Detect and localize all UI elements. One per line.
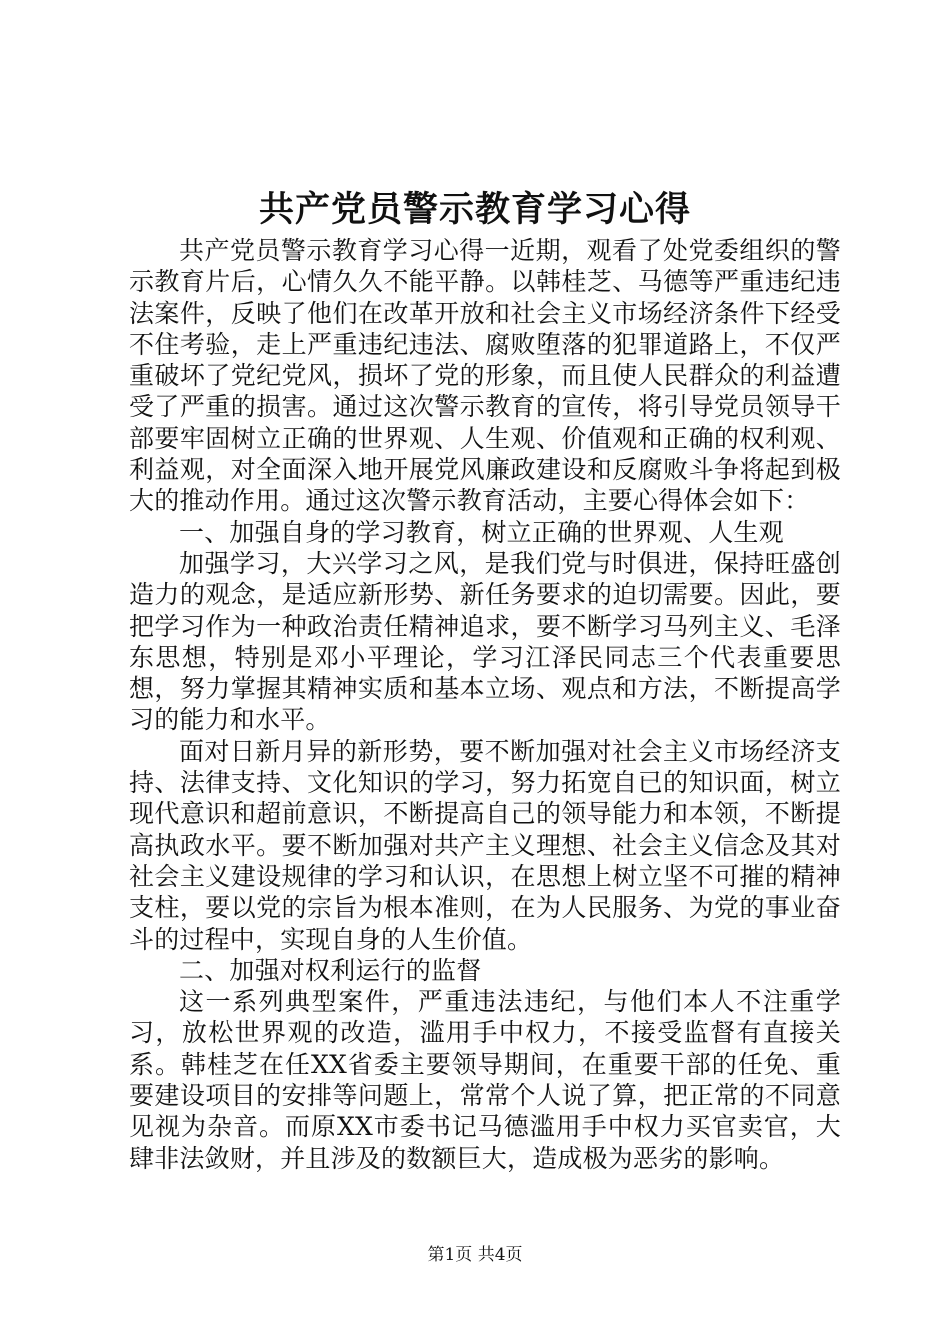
- paragraph-cases: 这一系列典型案件，严重违法违纪，与他们本人不注重学习，放松世界观的改造，滥用手中权力，不接受监督有直接关系。韩桂芝在任XX省委主要领导期间，在重要干部的任免、重要建设项目的安排等问题上，常常个人说了算，把正常的不同意见视为杂音。而原XX市委书记马德滥用手中权力买官卖官，大肆非法敛财，并且涉及的数额巨大，造成极为恶劣的影响。: [129, 987, 841, 1173]
- paragraph-study: 加强学习，大兴学习之风，是我们党与时俱进，保持旺盛创造力的观念，是适应新形势、新任务要求的迫切需要。因此，要把学习作为一种政治责任精神追求，要不断学习马列主义、毛泽东思想，特别是邓小平理论，学习江泽民同志三个代表重要思想，努力掌握其精神实质和基本立场、观点和方法，不断提高学习的能力和水平。: [129, 548, 841, 735]
- paragraph-new-situation: 面对日新月异的新形势，要不断加强对社会主义市场经济支持、法律支持、文化知识的学习，努力拓宽自已的知识面，树立现代意识和超前意识，不断提高自己的领导能力和本领，不断提高执政水平。要不断加强对共产主义理想、社会主义信念及其对社会主义建设规律的学习和认识，在思想上树立坚不可摧的精神支柱，要以党的宗旨为根本准则，在为人民服务、为党的事业奋斗的过程中，实现自身的人生价值。: [129, 736, 841, 954]
- document-title: 共产党员警示教育学习心得: [258, 189, 691, 230]
- document-body: [129, 235, 841, 1174]
- paragraph-intro: 共产党员警示教育学习心得一近期，观看了处党委组织的警示教育片后，心情久久不能平静。以韩桂芝、马德等严重违纪违法案件，反映了他们在改革开放和社会主义市场经济条件下经受不住考验，走上严重违纪违法、腐败堕落的犯罪道路上，不仅严重破坏了党纪党风，损坏了党的形象，而且使人民群众的利益遭受了严重的损害。通过这次警示教育的宣传，将引导党员领导干部要牢固树立正确的世界观、人生观、价值观和正确的权利观、利益观，对全面深入地开展党风廉政建设和反腐败斗争将起到极大的推动作用。通过这次警示教育活动，主要心得体会如下：: [129, 236, 841, 516]
- section-heading-2: 二、加强对权利运行的监督: [179, 955, 482, 985]
- section-heading-1: 一、加强自身的学习教育，树立正确的世界观、人生观: [179, 517, 784, 547]
- page-number-footer: 第1页 共4页: [427, 1245, 523, 1265]
